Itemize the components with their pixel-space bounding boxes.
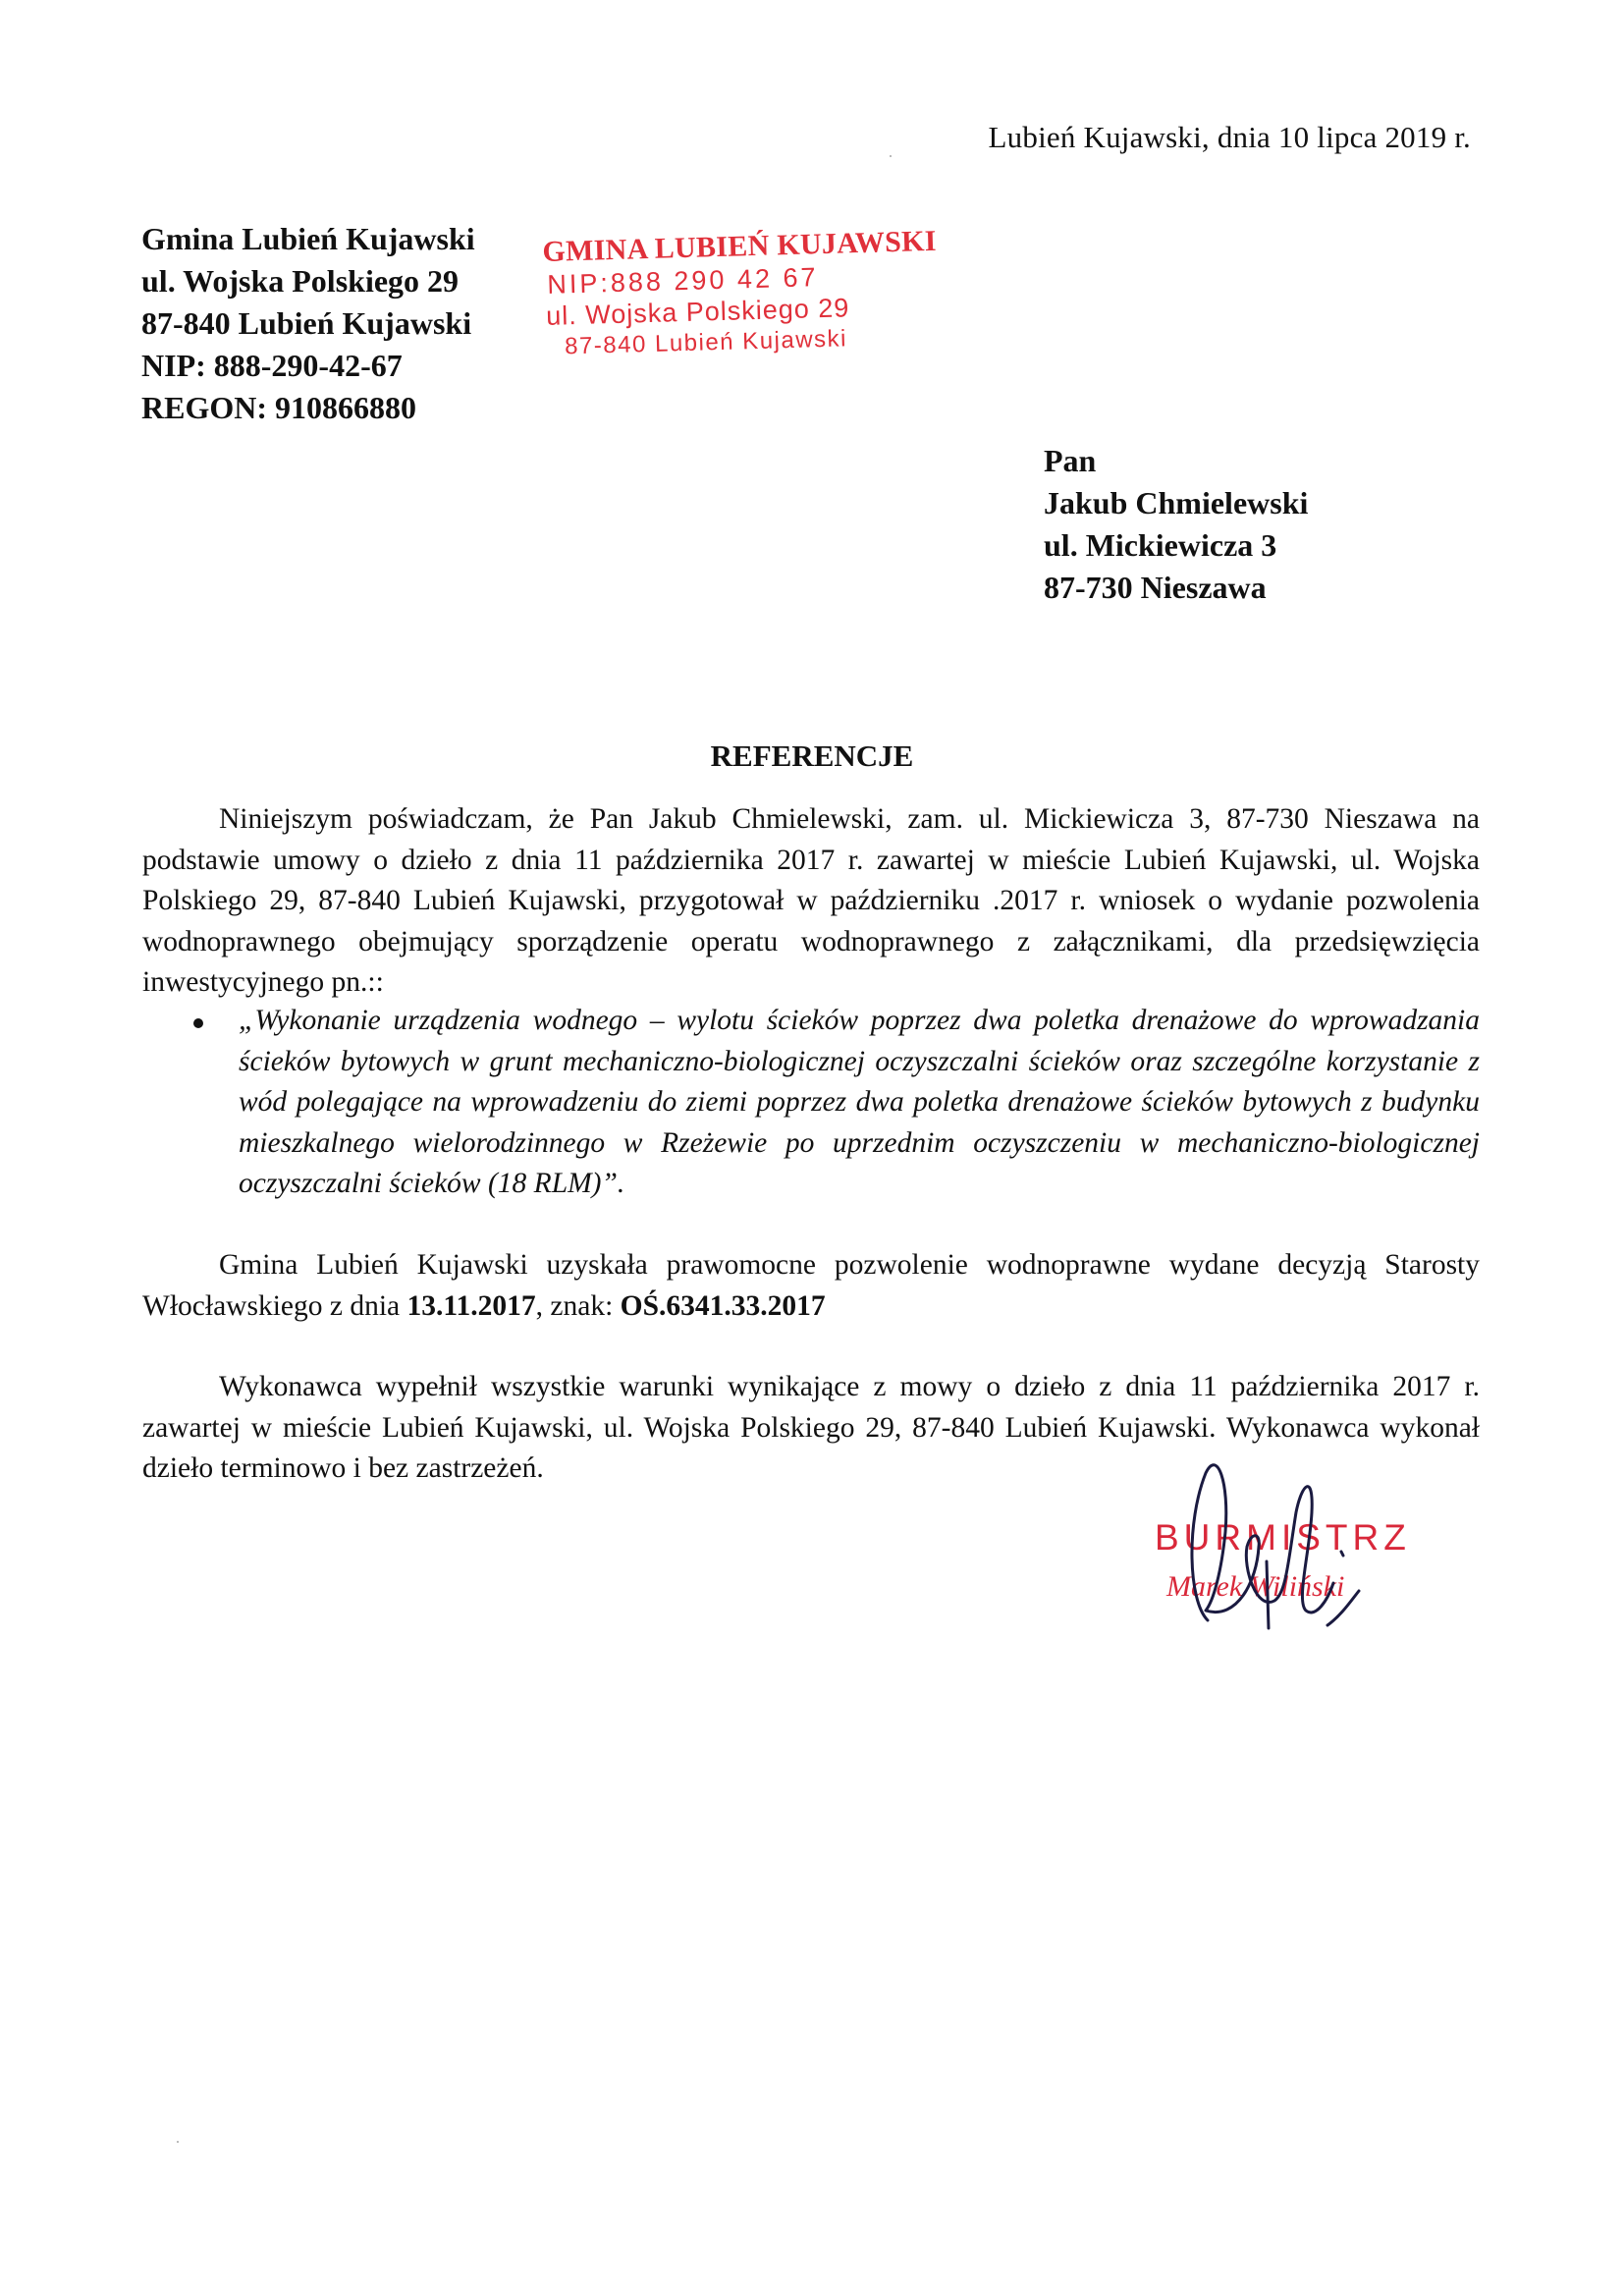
recipient-city: 87-730 Nieszawa xyxy=(1044,570,1267,605)
stamp-line-street: ul. Wojska Polskiego 29 xyxy=(545,293,850,331)
paragraph-permit xyxy=(142,1245,1480,1327)
paragraph-completion-text: Wykonawca wypełnił wszystkie warunki wynikające z mowy o dzieło z dnia 11 października 2017 r. zawartej w mieście Lubień Kujawski, ul. Wojska Polskiego 29, 87-840 Lubień Kujawski. Wykonawca wykonał dzieło terminowo i bez zastrzeżeń. xyxy=(142,1371,1480,1484)
sender-nip: NIP: 888-290-42-67 xyxy=(141,348,403,383)
office-stamp xyxy=(542,225,940,363)
recipient-address xyxy=(1044,440,1308,609)
stamp-line-name: GMINA LUBIEŃ KUJAWSKI xyxy=(542,224,938,268)
stamp-line-nip: NIP:888 290 42 67 xyxy=(546,262,819,300)
bullet-icon xyxy=(193,1018,203,1028)
paragraph-intro-text: Niniejszym poświadczam, że Pan Jakub Chmielewski, zam. ul. Mickiewicza 3, 87-730 Nieszawa na podstawie umowy o dzieło z dnia 11 października 2017 r. zawartej w mieście Lubień Kujawski, ul. Wojska Polskiego 29, 87-840 Lubień Kujawski, przygotował w październiku .2017 r. wniosek o wydanie pozwolenia wodnoprawnego obejmujący sporządzenie operatu wodnoprawnego z załącznikami, dla przedsięwzięcia inwestycyjnego pn.:: xyxy=(142,803,1480,998)
document-title: REFERENCJE xyxy=(710,738,914,773)
mayor-title: BURMISTRZ xyxy=(1155,1517,1411,1558)
recipient-salutation: Pan xyxy=(1044,443,1097,478)
handwritten-signature xyxy=(1149,1453,1375,1650)
scan-speck xyxy=(177,2141,179,2143)
recipient-name: Jakub Chmielewski xyxy=(1044,485,1309,520)
sender-address xyxy=(141,218,475,429)
mayor-name: Marek Wiliński xyxy=(1166,1570,1345,1603)
permit-mid: , znak: xyxy=(535,1289,621,1322)
permit-text: Gmina Lubień Kujawski uzyskała prawomocne pozwolenie wodnoprawne wydane decyzją Starosty Włocławskiego z dnia xyxy=(142,1249,1480,1322)
project-list-item xyxy=(142,1001,1480,1205)
permit-sign: OŚ.6341.33.2017 xyxy=(620,1289,826,1322)
sender-city: 87-840 Lubień Kujawski xyxy=(141,305,472,341)
sender-street: ul. Wojska Polskiego 29 xyxy=(141,263,460,299)
date-line: Lubień Kujawski, dnia 10 lipca 2019 r. xyxy=(988,120,1471,154)
recipient-street: ul. Mickiewicza 3 xyxy=(1044,527,1277,563)
permit-date: 13.11.2017 xyxy=(406,1289,536,1322)
project-list xyxy=(142,1001,1480,1205)
scan-speck xyxy=(890,155,892,157)
sender-name: Gmina Lubień Kujawski xyxy=(141,221,475,256)
stamp-line-city: 87-840 Lubień Kujawski xyxy=(564,325,848,360)
sender-regon: REGON: 910866880 xyxy=(141,390,416,425)
project-description: „Wykonanie urządzenia wodnego – wylotu ścieków poprzez dwa poletka drenażowe do wprowadzania ścieków bytowych w grunt mechaniczno-biologicznej oczyszczalni ścieków oraz szczególne korzystanie z wód polegające na wprowadzeniu do ziemi poprzez dwa poletka drenażowe ścieków bytowych z budynku mieszkalnego wielorodzinnego w Rzeżewie po uprzednim oczyszczeniu w mechaniczno-biologicznej oczyszczalni ścieków (18 RLM)”. xyxy=(239,1005,1480,1199)
paragraph-intro xyxy=(142,799,1480,1004)
